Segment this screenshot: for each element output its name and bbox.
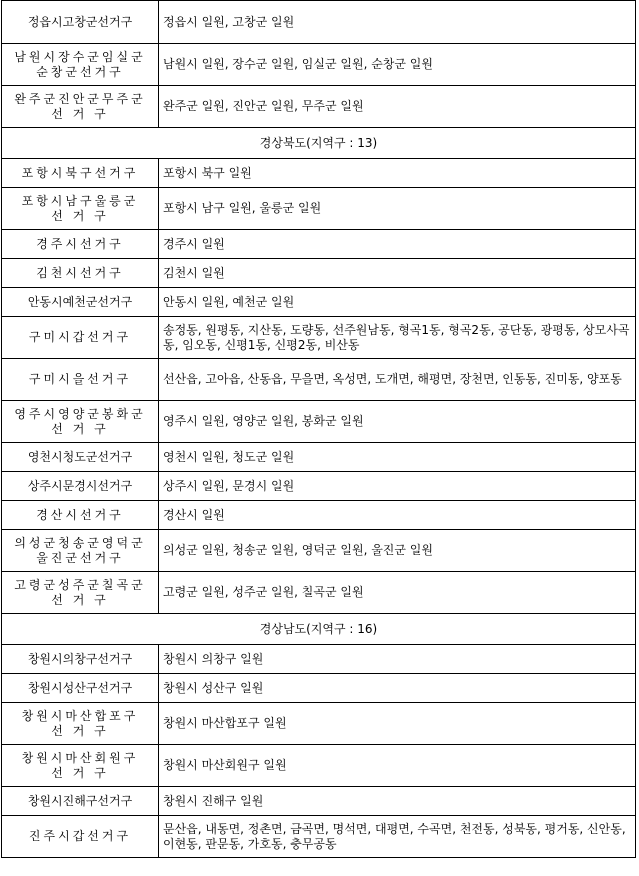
district-table-body [2, 1, 636, 858]
district-name: 창원시의창구선거구 [2, 645, 159, 674]
table-row [2, 401, 636, 443]
district-name: 진주시갑선거구 [2, 816, 159, 858]
district-name: 경산시선거구 [2, 501, 159, 530]
section-title: 경상남도(지역구 : 16) [2, 614, 636, 645]
table-row [2, 288, 636, 317]
district-name: 구미시을선거구 [2, 359, 159, 401]
table-row [2, 359, 636, 401]
table-row [2, 86, 636, 128]
district-name: 창원시마산회원구 선 거 구 [2, 745, 159, 787]
table-row [2, 159, 636, 188]
district-name: 김천시선거구 [2, 259, 159, 288]
district-name: 포항시북구선거구 [2, 159, 159, 188]
table-row [2, 787, 636, 816]
district-area: 영천시 일원, 청도군 일원 [159, 443, 636, 472]
district-area: 경주시 일원 [159, 230, 636, 259]
table-row [2, 745, 636, 787]
district-area: 창원시 마산합포구 일원 [159, 703, 636, 745]
district-area: 창원시 진해구 일원 [159, 787, 636, 816]
district-table [1, 0, 636, 858]
district-name: 경주시선거구 [2, 230, 159, 259]
district-area: 고령군 일원, 성주군 일원, 칠곡군 일원 [159, 572, 636, 614]
district-name: 영주시영양군봉화군 선 거 구 [2, 401, 159, 443]
district-area: 의성군 일원, 청송군 일원, 영덕군 일원, 울진군 일원 [159, 530, 636, 572]
district-area: 남원시 일원, 장수군 일원, 임실군 일원, 순창군 일원 [159, 44, 636, 86]
district-area: 영주시 일원, 영양군 일원, 봉화군 일원 [159, 401, 636, 443]
district-area: 안동시 일원, 예천군 일원 [159, 288, 636, 317]
section-title: 경상북도(지역구 : 13) [2, 128, 636, 159]
table-row [2, 530, 636, 572]
district-area: 경산시 일원 [159, 501, 636, 530]
district-name: 창원시성산구선거구 [2, 674, 159, 703]
table-row [2, 443, 636, 472]
district-name: 창원시진해구선거구 [2, 787, 159, 816]
district-name: 영천시청도군선거구 [2, 443, 159, 472]
district-area: 창원시 마산회원구 일원 [159, 745, 636, 787]
table-row [2, 1, 636, 44]
section-header-row [2, 614, 636, 645]
district-area: 문산읍, 내동면, 정촌면, 금곡면, 명석면, 대평면, 수곡면, 천전동, 성북동, 평거동, 신안동, 이현동, 판문동, 가호동, 충무공동 [159, 816, 636, 858]
district-area: 창원시 성산구 일원 [159, 674, 636, 703]
district-name: 창원시마산합포구 선 거 구 [2, 703, 159, 745]
district-area: 창원시 의창구 일원 [159, 645, 636, 674]
district-name: 고령군성주군칠곡군 선 거 구 [2, 572, 159, 614]
district-area: 상주시 일원, 문경시 일원 [159, 472, 636, 501]
table-row [2, 472, 636, 501]
table-row [2, 188, 636, 230]
district-name: 정읍시고창군선거구 [2, 1, 159, 44]
district-name: 구미시갑선거구 [2, 317, 159, 359]
district-name: 포항시남구울릉군 선 거 구 [2, 188, 159, 230]
table-row [2, 230, 636, 259]
district-area: 완주군 일원, 진안군 일원, 무주군 일원 [159, 86, 636, 128]
table-row [2, 572, 636, 614]
district-area: 정읍시 일원, 고창군 일원 [159, 1, 636, 44]
table-row [2, 645, 636, 674]
section-header-row [2, 128, 636, 159]
district-area: 김천시 일원 [159, 259, 636, 288]
district-name: 완주군진안군무주군 선 거 구 [2, 86, 159, 128]
table-row [2, 674, 636, 703]
table-row [2, 816, 636, 858]
district-name: 남원시장수군임실군 순창군선거구 [2, 44, 159, 86]
table-row [2, 703, 636, 745]
district-area: 선산읍, 고아읍, 산동읍, 무을면, 옥성면, 도개면, 해평면, 장천면, 인동동, 진미동, 양포동 [159, 359, 636, 401]
table-row [2, 501, 636, 530]
district-area: 포항시 북구 일원 [159, 159, 636, 188]
table-row [2, 44, 636, 86]
district-name: 안동시예천군선거구 [2, 288, 159, 317]
table-row [2, 317, 636, 359]
district-area: 송정동, 원평동, 지산동, 도량동, 선주원남동, 형곡1동, 형곡2동, 공단동, 광평동, 상모사곡동, 임오동, 신평1동, 신평2동, 비산동 [159, 317, 636, 359]
table-row [2, 259, 636, 288]
district-name: 상주시문경시선거구 [2, 472, 159, 501]
district-area: 포항시 남구 일원, 울릉군 일원 [159, 188, 636, 230]
district-name: 의성군청송군영덕군 울진군선거구 [2, 530, 159, 572]
